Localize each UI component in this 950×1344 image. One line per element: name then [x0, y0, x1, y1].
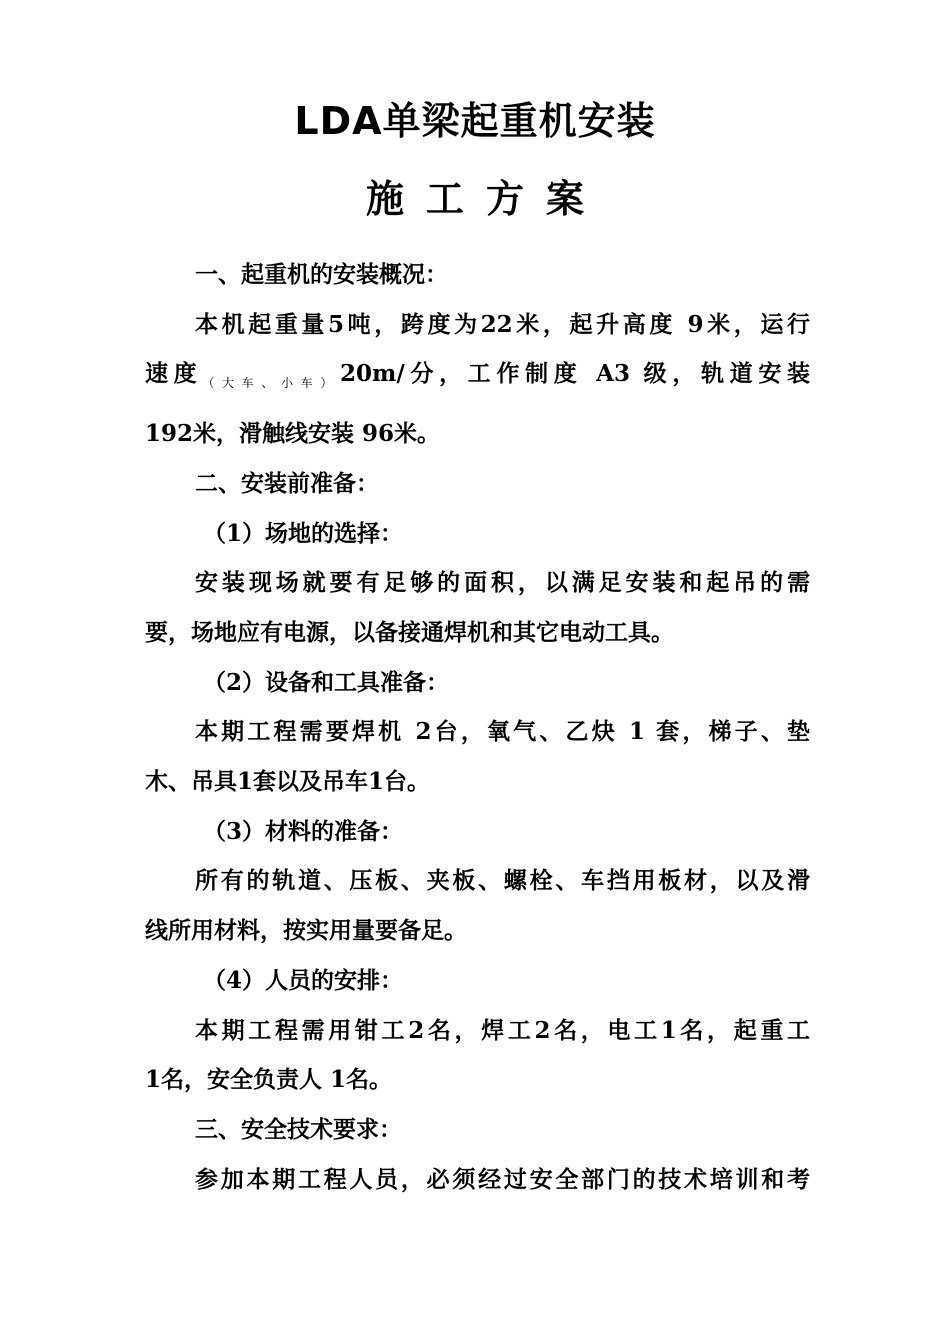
paragraph-line: 参加本期工程人员，必须经过安全部门的技术培训和考 [195, 1165, 810, 1193]
paragraph-line: 192米，滑触线安装 96米。 [145, 420, 441, 448]
sub-heading: （4）人员的安排： [203, 966, 404, 994]
speed-note: （大车、小车） [202, 376, 341, 391]
section-heading-3: 三、安全技术要求： [195, 1115, 402, 1143]
document-subtitle: 施工方案 [365, 177, 606, 221]
speed-label: 速度 [145, 360, 203, 388]
sub-heading: （3）材料的准备： [203, 817, 404, 845]
speed-value: 20m/分，工作制度 A3 级，轨道安装 [340, 360, 810, 388]
paragraph-line: 本机起重量5吨，跨度为22米，起升高度 9米，运行 [195, 310, 810, 338]
paragraph-line: 1名，安全负责人 1名。 [145, 1066, 393, 1094]
section-heading-2: 二、安装前准备： [195, 469, 379, 497]
paragraph-line: 木、吊具1套以及吊车1台。 [145, 768, 431, 796]
section-heading-1: 一、起重机的安装概况： [195, 261, 448, 288]
document-body [145, 250, 810, 1204]
paragraph-line-speed [145, 349, 810, 409]
paragraph-line: 线所用材料，按实用量要备足。 [145, 917, 467, 945]
document-title: LDA单梁起重机安装 [294, 99, 656, 143]
paragraph-line: 安装现场就要有足够的面积，以满足安装和起吊的需 [195, 569, 810, 597]
paragraph-line: 所有的轨道、压板、夹板、螺栓、车挡用板材，以及滑 [195, 867, 810, 895]
sub-heading: （2）设备和工具准备： [203, 668, 450, 696]
paragraph-line: 本期工程需用钳工2名，焊工2名，电工1名，起重工 [195, 1016, 810, 1044]
sub-heading: （1）场地的选择： [203, 519, 404, 547]
paragraph-line: 本期工程需要焊机 2台，氧气、乙炔 1 套，梯子、垫 [195, 718, 810, 746]
paragraph-line: 要，场地应有电源，以备接通焊机和其它电动工具。 [145, 618, 674, 646]
